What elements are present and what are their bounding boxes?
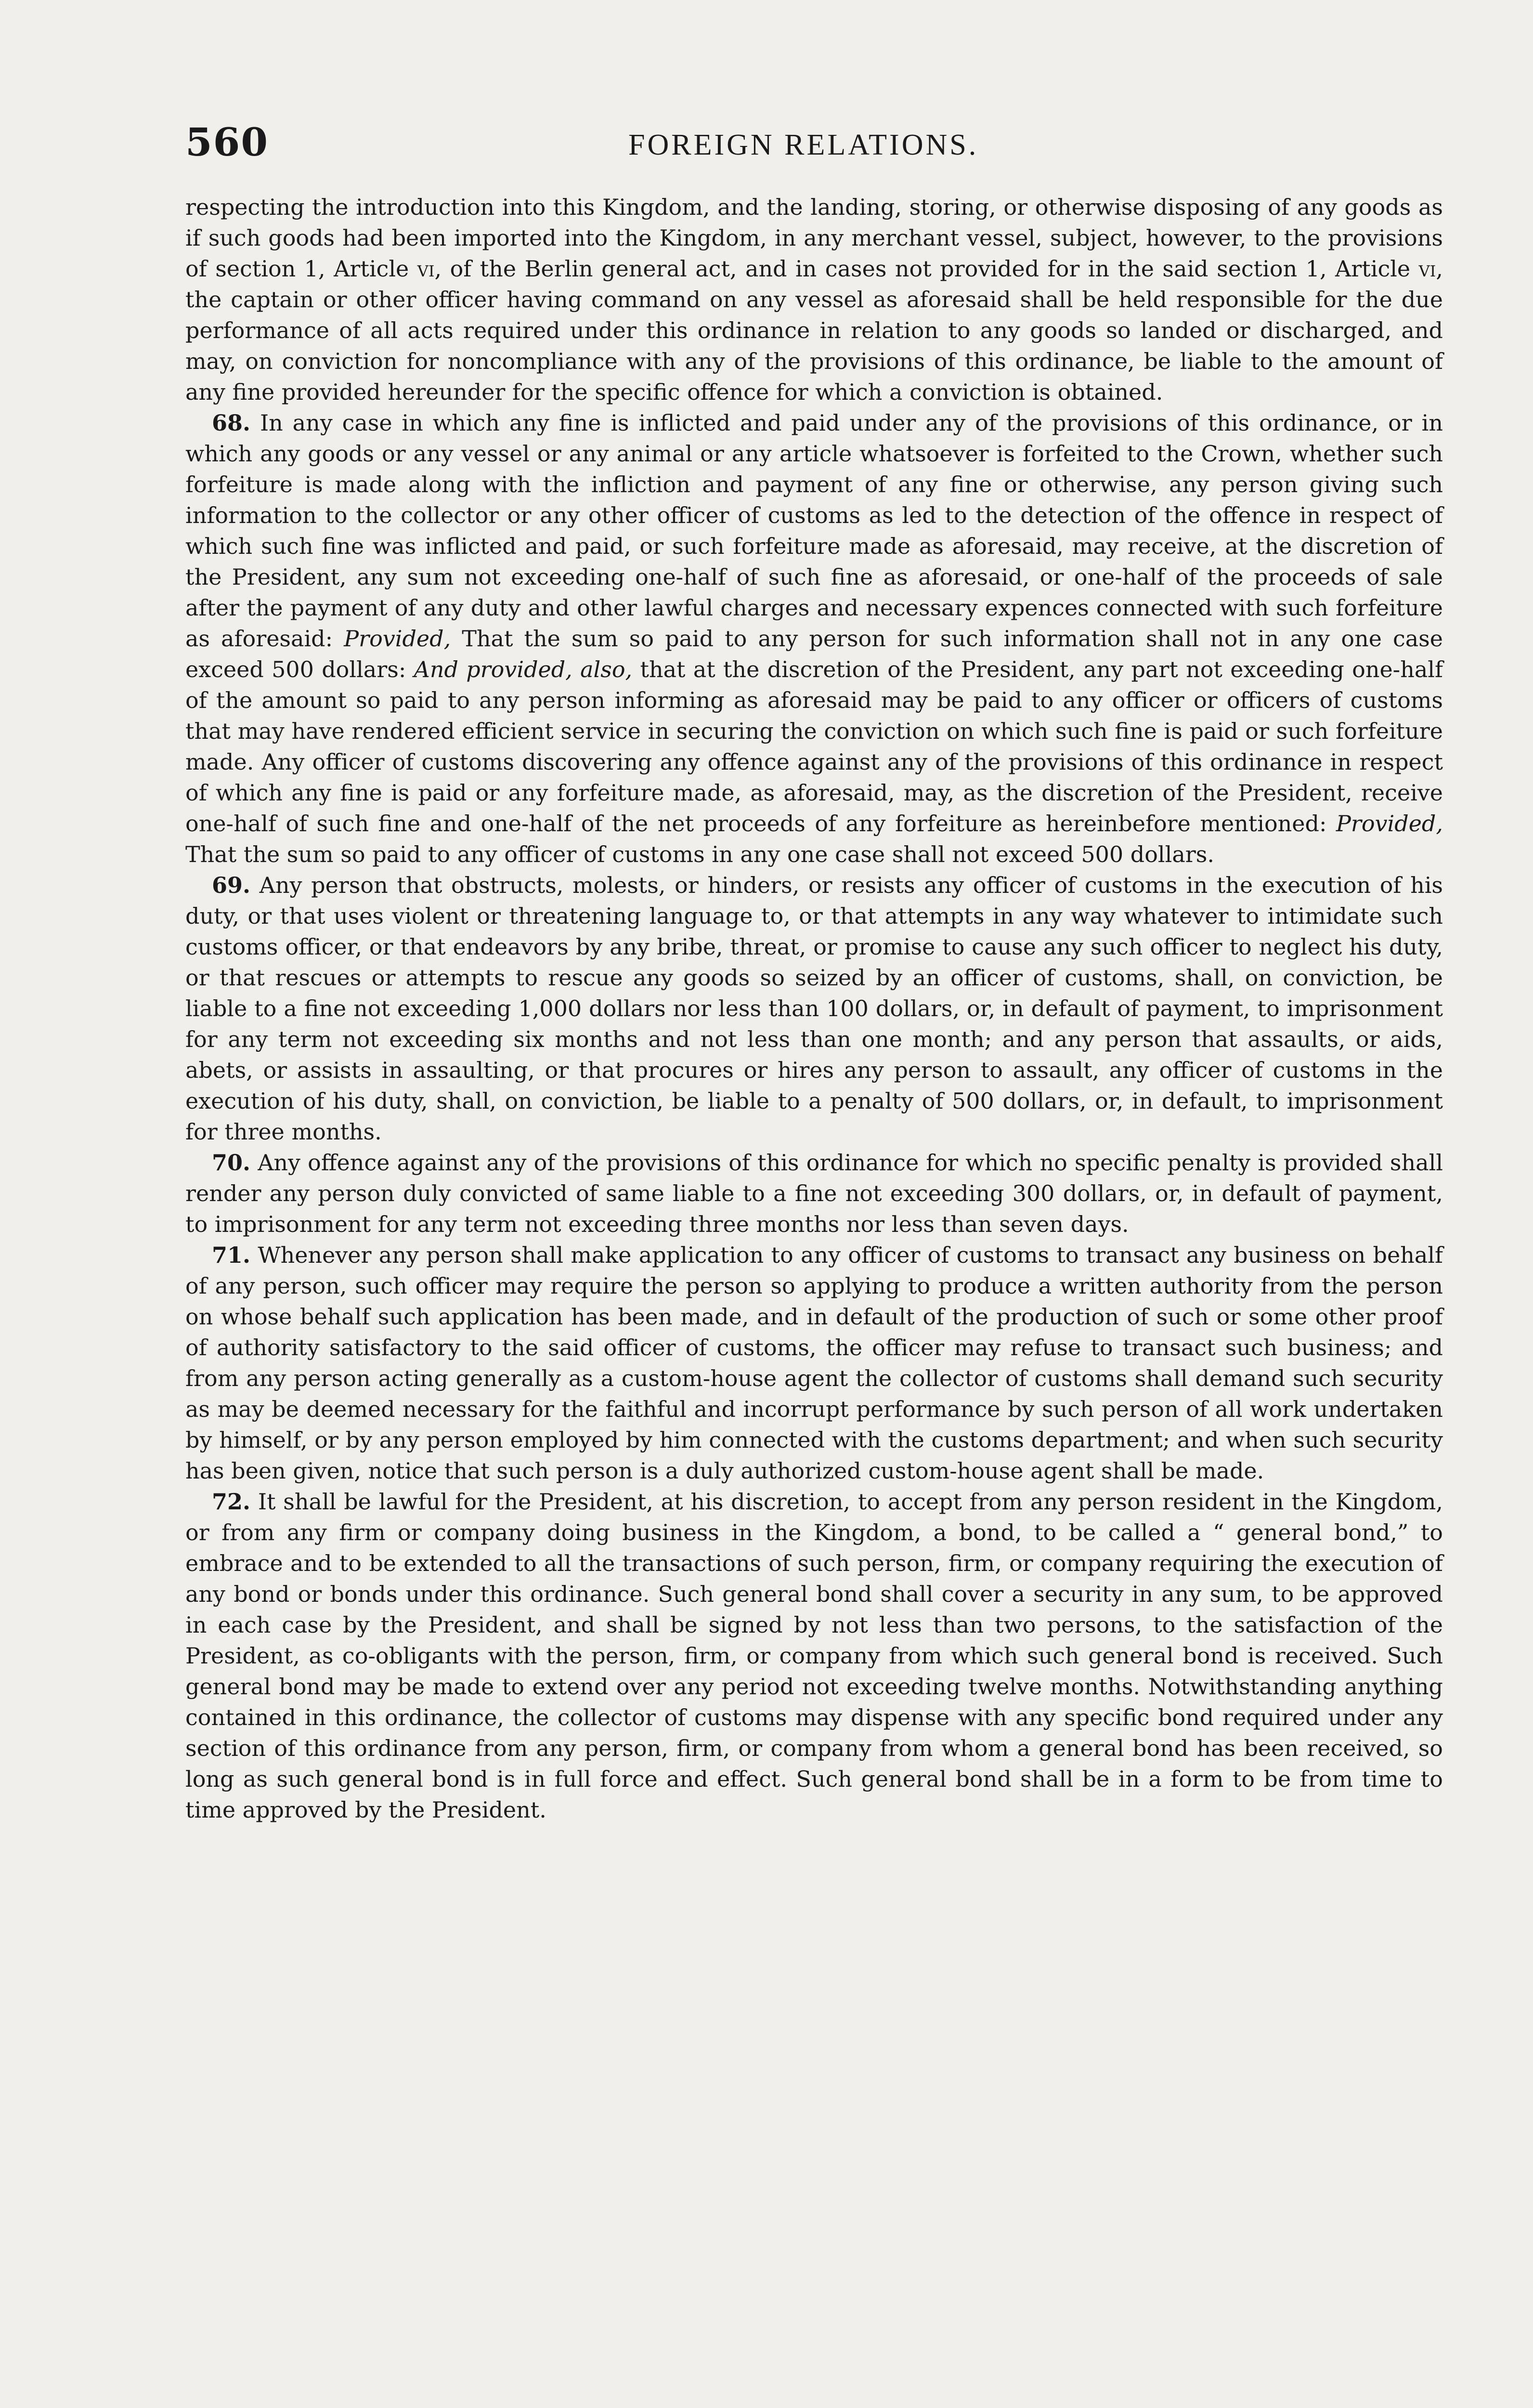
paragraph-text: vi <box>1418 256 1436 282</box>
page-header <box>185 118 1437 176</box>
proviso-text: Provided, <box>344 626 451 652</box>
paragraph-text: Any offence against any of the provisions of this ordinance for which no specific penalty is provided shall render any person duly convicted of same liable to a fine not exceeding 300 dollars, or, in default of payment, to imprisonment for any term not exceeding three months nor less than seven days. <box>185 1150 1443 1237</box>
paragraph-text: That the sum so paid to any officer of customs in any one case shall not exceed 500 dollars. <box>185 841 1214 867</box>
section-paragraph <box>185 1147 1443 1240</box>
section-paragraph <box>185 870 1443 1147</box>
paragraph-text: That the sum so paid to any person for such information shall not in any one case exceed 500 dollars: <box>185 626 1443 682</box>
section-number: 72. <box>212 1489 251 1515</box>
paragraph-text: vi <box>417 256 435 282</box>
paragraph-text: Whenever any person shall make application to any officer of customs to transact any business on behalf of any person, such officer may require the person so applying to produce a written authority from the person on whose behalf such application has been made, and in default of the production of such or some other proof of authority satisfactory to the said officer of customs, the officer may refuse to transact such business; and from any person acting generally as a custom-house agent the collector of customs shall demand such security as may be deemed necessary for the faithful and incorrupt performance by such person of all work undertaken by himself, or by any person employed by him connected with the customs department; and when such security has been given, notice that such person is a duly authorized custom-house agent shall be made. <box>185 1242 1443 1484</box>
paragraph-text: , of the Berlin general act, and in cases not provided for in the said section 1, Article <box>434 256 1419 282</box>
page-number: 560 <box>185 119 269 165</box>
section-number: 71. <box>212 1242 251 1268</box>
section-number: 68. <box>212 410 251 436</box>
running-head: FOREIGN RELATIONS. <box>628 129 979 161</box>
paragraph-text: , the captain or other officer having command on any vessel as aforesaid shall be held responsible for the due performance of all acts required under this ordinance in relation to any goods so landed or discharged, and may, on conviction for noncompliance with any of the provisions of this ordinance, be liable to the amount of any fine provided hereunder for the specific offence for which a conviction is obtained. <box>185 256 1443 405</box>
paragraph-text: respecting the introduction into this Kingdom, and the landing, storing, or otherwise disposing of any goods as if such goods had been imported into the Kingdom, in any merchant vessel, subject, however, to the provisions of section 1, Article <box>185 194 1443 282</box>
proviso-text: Provided, <box>1336 811 1443 837</box>
continued-paragraph <box>185 192 1443 407</box>
proviso-text: And provided, also, <box>414 656 633 682</box>
paragraph-text: Any person that obstructs, molests, or hinders, or resists any officer of customs in the execution of his duty, or that uses violent or threatening language to, or that attempts in any way whatever to intimidate such customs officer, or that endeavors by any bribe, threat, or promise to cause any such officer to neglect his duty, or that rescues or attempts to rescue any goods so seized by an officer of customs, shall, on conviction, be liable to a fine not exceeding 1,000 dollars nor less than 100 dollars, or, in default of payment, to imprisonment for any term not exceeding six months and not less than one month; and any person that assaults, or aids, abets, or assists in assaulting, or that procures or hires any person to assault, any officer of customs in the execution of his duty, shall, on conviction, be liable to a penalty of 500 dollars, or, in default, to imprisonment for three months. <box>185 872 1443 1145</box>
paragraph-text: In any case in which any fine is inflicted and paid under any of the provisions of this ordinance, or in which any goods or any vessel or any animal or any article whatsoever is forfeited to the Crown, whether such forfeiture is made along with the infliction and payment of any fine or otherwise, any person giving such information to the collector or any other officer of customs as led to the detection of the offence in respect of which such fine was inflicted and paid, or such forfeiture made as aforesaid, may receive, at the discretion of the President, any sum not exceeding one-half of such fine as aforesaid, or one-half of the proceeds of sale after the payment of any duty and other lawful charges and necessary expences connected with such forfeiture as aforesaid: <box>185 410 1443 652</box>
section-number: 69. <box>212 872 251 898</box>
paragraph-text: It shall be lawful for the President, at his discretion, to accept from any person resident in the Kingdom, or from any firm or company doing business in the Kingdom, a bond, to be called a “ general bond,” to embrace and to be extended to all the transactions of such person, firm, or company requiring the execution of any bond or bonds under this ordinance. Such general bond shall cover a security in any sum, to be approved in each case by the President, and shall be signed by not less than two persons, to the satisfaction of the President, as co-obligants with the person, firm, or company from which such general bond is received. Such general bond may be made to extend over any period not exceeding twelve months. Notwithstanding anything contained in this ordinance, the collector of customs may dispense with any specific bond required under any section of this ordinance from any person, firm, or company from whom a general bond has been received, so long as such general bond is in full force and effect. Such general bond shall be in a form to be from time to time approved by the President. <box>185 1489 1443 1823</box>
section-paragraph <box>185 1240 1443 1486</box>
section-paragraph <box>185 407 1443 870</box>
section-number: 70. <box>212 1150 251 1176</box>
paragraph-text: that at the discretion of the President, any part not exceeding one-half of the amount so paid to any person informing as aforesaid may be paid to any officer or officers of customs that may have rendered efficient service in securing the conviction on which such fine is paid or such forfeiture made. Any officer of customs discovering any offence against any of the provisions of this ordinance in respect of which any fine is paid or any forfeiture made, as aforesaid, may, as the discretion of the President, receive one-half of such fine and one-half of the net proceeds of any forfeiture as hereinbefore mentioned: <box>185 656 1443 837</box>
section-paragraph <box>185 1486 1443 1825</box>
body-text <box>185 192 1443 1825</box>
